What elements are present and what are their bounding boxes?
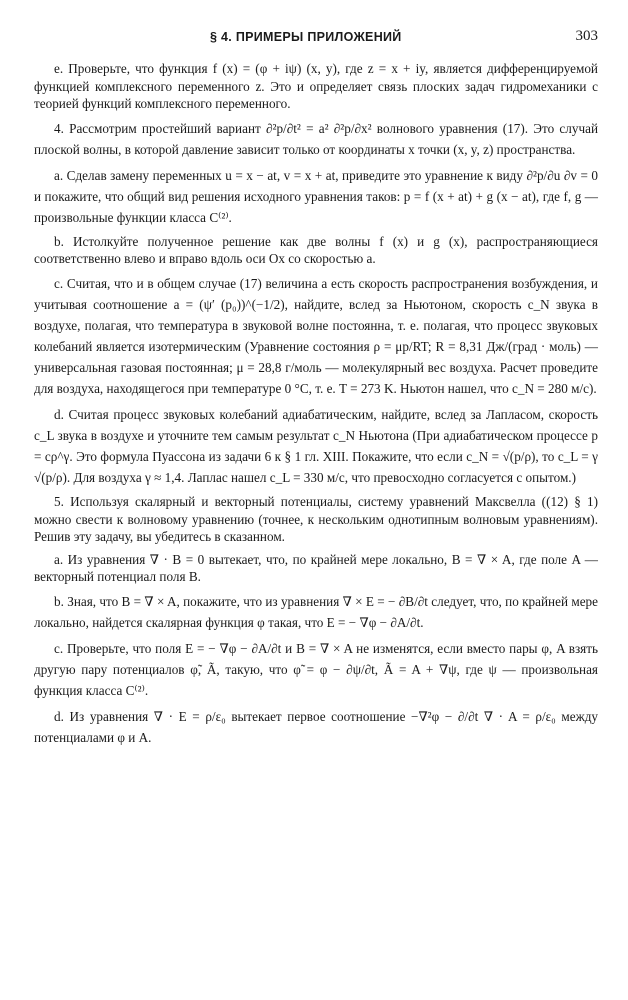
page-number: 303 — [575, 28, 598, 44]
paragraph-problem-5: 5. Используя скалярный и векторный потенциалы, систему уравнений Максвелла ((12) § 1) можно свести к волновому уравнению (точнее, к нескольким однотипным волновым уравнениям). Решив эту задачу, вы убедитесь в сказанном. — [34, 493, 598, 545]
paragraph-4e: e. Проверьте, что функция f (x) = (φ + iψ) (x, y), где z = x + iy, является дифференцируемой функцией комплексного переменного z. Это и определяет связь плоских задач гидромеханики с теорией функций комплексного переменного. — [34, 61, 598, 112]
section-title: § 4. ПРИМЕРЫ ПРИЛОЖЕНИЙ — [210, 30, 402, 44]
paragraph-5c: c. Проверьте, что поля E = − ∇φ − ∂A/∂t и B = ∇ × A не изменятся, если вместо пары φ, A взять другую пару потенциалов φ̃, Ã, такую, что φ̃ = φ − ∂ψ/∂t, Ã = A + ∇ψ, где ψ — произвольная функция класса C⁽²⁾. — [34, 640, 598, 698]
paragraph-4a: a. Сделав замену переменных u = x − at, v = x + at, приведите это уравнение к виду ∂²p/∂u ∂v = 0 и покажите, что общий вид решения исходного уравнения таков: p = f (x + at) + g (x − at), где f, g — произвольные функции класса C⁽²⁾. — [34, 167, 598, 225]
paragraph-5b: b. Зная, что B = ∇ × A, покажите, что из уравнения ∇ × E = − ∂B/∂t следует, что, по крайней мере локально, найдется скалярная функция φ такая, что E = − ∇φ − ∂A/∂t. — [34, 593, 598, 630]
page-body — [34, 60, 598, 753]
paragraph-4d: d. Считая процесс звуковых колебаний адиабатическим, найдите, вслед за Лапласом, скорость c_L звука в воздухе и уточните тем самым результат c_N Ньютона (При адиабатическом процессе p = cρ^γ. Это формула Пуассона из задачи 6 к § 1 гл. XIII. Покажите, что если c_N = √(p/ρ), то c_L = γ √(p/ρ). Для воздуха γ ≈ 1,4. Лаплас нашел c_L = 330 м/с, что превосходно согласуется с опытом.) — [34, 406, 598, 485]
paragraph-5a: a. Из уравнения ∇ · B = 0 вытекает, что, по крайней мере локально, B = ∇ × A, где поле A — векторный потенциал поля B. — [34, 551, 598, 585]
running-header — [0, 30, 628, 50]
paragraph-4c: c. Считая, что и в общем случае (17) величина a есть скорость распространения возбуждения, и учитывая соотношение a = (ψ′ (p₀))^(−1/2), найдите, вслед за Ньютоном, скорость c_N звука в воздухе, полагая, что температура в звуковой волне постоянна, т. е. полагая, что процесс звуковых колебаний является изотермическим (Уравнение состояния ρ = μp/RT; R = 8,31 Дж/(град · моль) — универсальная газовая постоянная; μ = 28,8 г/моль — молекулярный вес воздуха. Расчет проведите для воздуха, находящегося при температуре 0 °C, т. е. T = 273 K. Ньютон нашел, что c_N = 280 м/с). — [34, 275, 598, 396]
paragraph-problem-4: 4. Рассмотрим простейший вариант ∂²p/∂t² = a² ∂²p/∂x² волнового уравнения (17). Это случай плоской волны, в которой давление зависит только от координаты x точки (x, y, z) пространства. — [34, 120, 598, 157]
paragraph-4b: b. Истолкуйте полученное решение как две волны f (x) и g (x), распространяющиеся соответственно влево и вправо вдоль оси Ox со скоростью a. — [34, 233, 598, 267]
paragraph-5d: d. Из уравнения ∇ · E = ρ/ε₀ вытекает первое соотношение −∇²φ − ∂/∂t ∇ · A = ρ/ε₀ между потенциалами φ и A. — [34, 708, 598, 745]
